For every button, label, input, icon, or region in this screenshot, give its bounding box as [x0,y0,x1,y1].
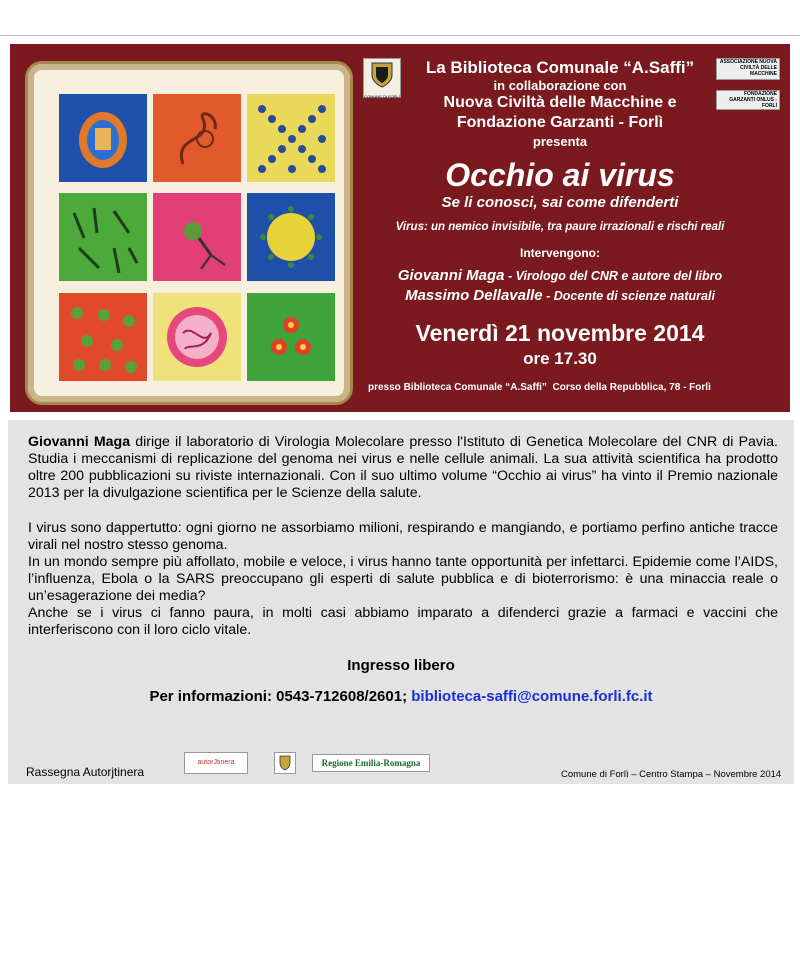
contact-info [8,688,794,705]
comune-forli-logo: COMUNE DI FORLÌ [363,58,401,98]
autorjtinera-logo: autorJtinera [184,752,248,774]
speaker-1-role: - Virologo del CNR e autore del libro [504,269,723,283]
paragraph-virus-everywhere: I virus sono dappertutto: ogni giorno ne assorbiamo milioni, respirando e mangiando, e portiamo perfino antiche tracce virali nel nostro stesso genoma. [28,520,778,553]
event-venue: presso Biblioteca Comunale “A.Saffi” Corso della Repubblica, 78 - Forlì [368,382,711,393]
virus-tile-3 [247,94,335,182]
paragraph-epidemics: In un mondo sempre più affollato, mobile e veloce, i virus hanno tante opportunità per infettarci. Epidemie come l’AIDS, l’influenza, Ebola o la SARS preoccupano gli esperti di salute pubblica e di bioterrorismo: è una minaccia reale o un’esagerazione dei media? [28,554,778,604]
bio-name: Giovanni Maga [28,434,131,450]
virus-tile-6 [247,193,335,281]
paragraph-defense: Anche se i virus ci fanno paura, in molti casi abbiamo imparato a difenderci grazie a farmaci e vaccini che interferiscono con il loro ciclo vitale. [28,605,778,638]
event-tagline: Virus: un nemico invisibile, tra paure irrazionali e rischi reali [395,221,725,233]
event-banner [10,44,790,412]
event-subtitle: Se li conosci, sai come difenderti [441,194,679,211]
email-link[interactable]: biblioteca-saffi@comune.forli.fc.it [411,688,653,705]
virus-tile-8 [153,293,241,381]
virus-tile-5 [153,193,241,281]
virus-tile-7 [59,293,147,381]
speaker-1 [350,267,770,284]
print-credits: Comune di Forlì – Centro Stampa – Novembre 2014 [561,769,782,780]
contact-phone: Per informazioni: 0543-712608/2601; [149,688,412,705]
partner-line-1: Nuova Civiltà delle Macchine e [443,94,677,111]
coat-of-arms-icon [275,753,295,773]
collab-line: in collaborazione con [493,78,627,93]
partner-line-2: Fondazione Garzanti - Forlì [456,114,664,131]
speaker-bio [28,434,778,502]
virus-tile-2 [153,94,241,182]
info-panel [8,420,794,784]
speaker-2-role: - Docente di scienze naturali [542,289,715,303]
top-divider [0,35,800,36]
event-time: ore 17.30 [523,349,597,368]
virus-artwork-frame [28,64,350,402]
virus-tile-4 [59,193,147,281]
comune-small-logo [274,752,296,774]
presenta-line: presenta [532,134,588,149]
free-entry: Ingresso libero [347,657,455,674]
virus-tile-9 [247,293,335,381]
virus-artwork-grid [59,94,351,386]
speaker-1-name: Giovanni Maga [397,267,505,284]
associazione-logo: ASSOCIAZIONE NUOVA CIVILTÀ DELLE MACCHINE [716,58,780,80]
rassegna-label: Rassegna Autorjtinera [26,765,145,779]
speakers-heading: Intervengono: [520,246,600,260]
event-title: Occhio ai virus [445,157,675,193]
bio-text: dirige il laboratorio di Virologia Molecolare presso l'Istituto di Genetica Molecolare del CNR di Pavia. Studia i meccanismi di replicazione del genoma nei virus e nelle cellule animali. La sua attività scientifica ha prodotto oltre 200 pubblicazioni su riviste internazionali. Con il suo ultimo volume “Occhio ai virus” ha vinto il Premio nazionale 2013 per la divulgazione scientifica per le Scienze della salute. [28,434,778,501]
event-date: Venerdì 21 novembre 2014 [415,320,705,346]
fondazione-logo: FONDAZIONE GARZANTI ONLUS - FORLÌ [716,90,780,110]
speaker-2 [350,287,770,304]
org-name: La Biblioteca Comunale “A.Saffi” [425,58,695,77]
regione-logo: Regione Emilia-Romagna [312,754,430,772]
speaker-2-name: Massimo Dellavalle [405,287,543,304]
virus-tile-1 [59,94,147,182]
